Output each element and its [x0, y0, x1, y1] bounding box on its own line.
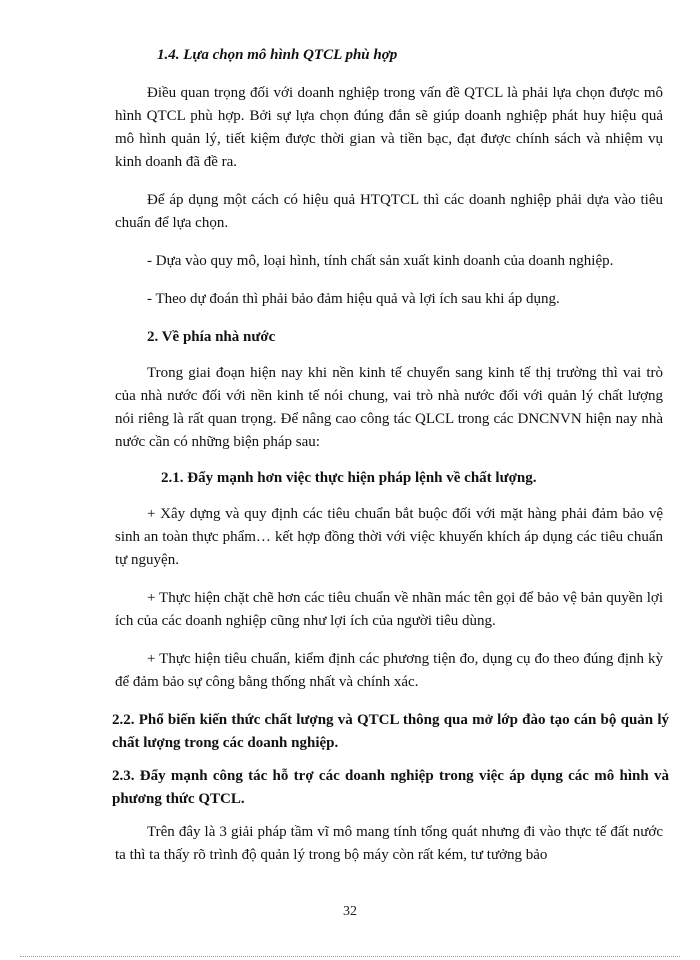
heading-2: 2. Về phía nhà nước: [147, 329, 276, 345]
heading-2-3: 2.3. Đẩy mạnh công tác hỗ trợ các doanh nghiệp trong việc áp dụng các mô hình và phương thức QTCL.: [112, 768, 669, 807]
bullet-efficiency: - Theo dự đoán thì phải bảo đảm hiệu quả và lợi ích sau khi áp dụng.: [147, 291, 560, 307]
paragraph-solutions: Trên đây là 3 giải pháp tầm vĩ mô mang tính tổng quát nhưng đi vào thực tế đất nước ta thì ta thấy rõ trình độ quản lý trong bộ máy còn rất kém, tư tưởng bảo: [115, 824, 663, 863]
footer-divider: [20, 956, 680, 957]
bullet-scale: - Dựa vào quy mô, loại hình, tính chất sản xuất kinh doanh của doanh nghiệp.: [147, 253, 614, 269]
heading-1-4: 1.4. Lựa chọn mô hình QTCL phù hợp: [157, 47, 398, 63]
heading-2-1: 2.1. Đẩy mạnh hơn việc thực hiện pháp lệnh về chất lượng.: [161, 470, 537, 486]
list-item-labels: + Thực hiện chặt chẽ hơn các tiêu chuẩn về nhãn mác tên gọi để bảo vệ bản quyền lợi ích của các doanh nghiệp cũng như lợi ích của người tiêu dùng.: [115, 590, 663, 629]
heading-2-2: 2.2. Phổ biến kiến thức chất lượng và QTCL thông qua mở lớp đào tạo cán bộ quản lý chất lượng trong các doanh nghiệp.: [112, 712, 669, 751]
page-content: [112, 44, 669, 867]
list-item-measurement: + Thực hiện tiêu chuẩn, kiểm định các phương tiện đo, dụng cụ đo theo đúng định kỳ để đảm bảo sự công bằng thống nhất và chính xác.: [115, 651, 663, 690]
list-item-standards: + Xây dựng và quy định các tiêu chuẩn bắt buộc đối với mặt hàng phải đảm bảo vệ sinh an toàn thực phẩm… kết hợp đồng thời với việc khuyến khích áp dụng các tiêu chuẩn tự nguyện.: [115, 506, 663, 568]
paragraph-model-selection: Điều quan trọng đối với doanh nghiệp trong vấn đề QTCL là phải lựa chọn được mô hình QTCL phù hợp. Bởi sự lựa chọn đúng đắn sẽ giúp doanh nghiệp phát huy hiệu quả mô hình quản lý, tiết kiệm được thời gian và tiền bạc, đạt được chính sách và nhiệm vụ kinh doanh đã đề ra.: [115, 85, 663, 170]
page-number: 32: [343, 904, 357, 919]
paragraph-standards: Để áp dụng một cách có hiệu quả HTQTCL thì các doanh nghiệp phải dựa vào tiêu chuẩn để lựa chọn.: [115, 192, 663, 231]
paragraph-state-role: Trong giai đoạn hiện nay khi nền kinh tế chuyển sang kinh tế thị trường thì vai trò của nhà nước đối với nền kinh tế nói chung, vai trò nhà nước đối với quản lý chất lượng nói riêng là rất quan trọng. Để nâng cao công tác QLCL trong các DNCNVN hiện nay nhà nước cần có những biện pháp sau:: [115, 365, 663, 450]
